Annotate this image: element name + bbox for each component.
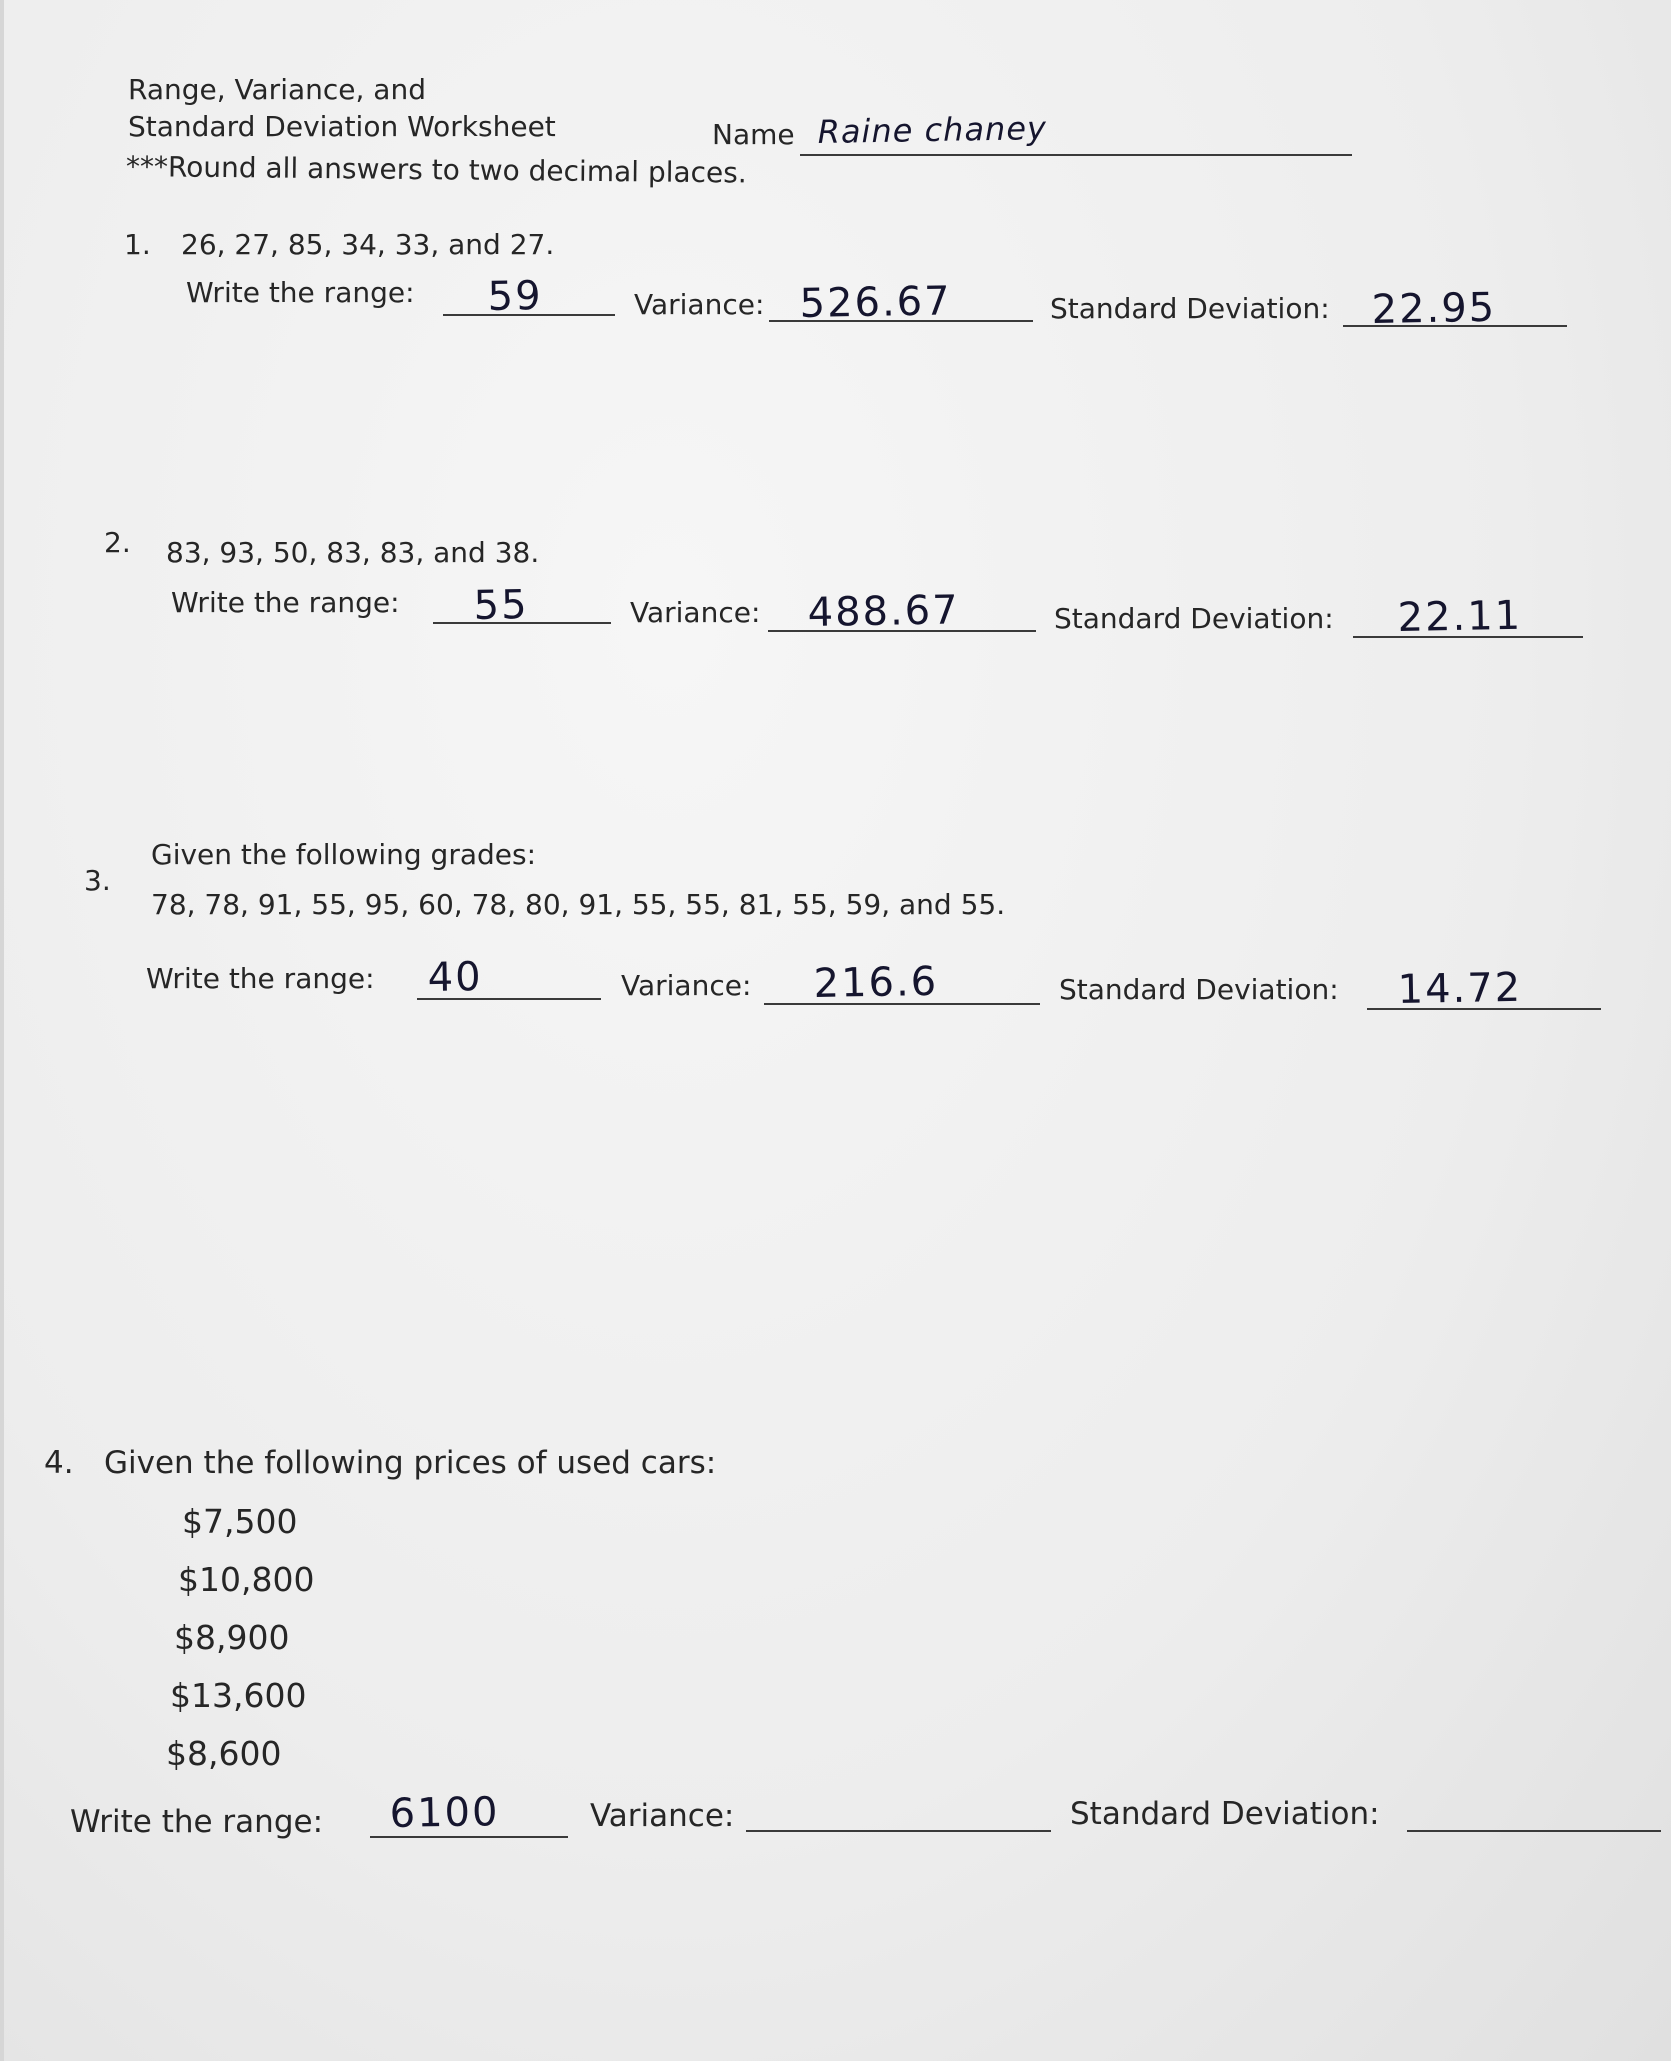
student-name: Raine chaney (817, 109, 1048, 152)
name-label: Name (712, 118, 795, 151)
problem-3-variance-answer: 216.6 (813, 958, 939, 1007)
problem-3-prompt: Given the following grades: (151, 838, 537, 871)
problem-1-range-label: Write the range: (186, 276, 415, 309)
problem-2-std-answer: 22.11 (1397, 592, 1523, 641)
problem-1-data: 26, 27, 85, 34, 33, and 27. (181, 228, 555, 261)
problem-4-range-label: Write the range: (70, 1804, 324, 1840)
problem-4-number: 4. (44, 1445, 74, 1481)
problem-4-variance-line (746, 1830, 1051, 1832)
worksheet-title-line1: Range, Variance, and (128, 73, 426, 106)
paper-edge (0, 0, 4, 2061)
problem-1-std-label: Standard Deviation: (1050, 292, 1330, 325)
problem-1-variance-label: Variance: (634, 288, 765, 321)
problem-2-number: 2. (104, 526, 131, 559)
problem-4-price-4: $13,600 (170, 1676, 307, 1715)
problem-4-price-1: $7,500 (182, 1502, 298, 1541)
problem-4-variance-label: Variance: (590, 1798, 735, 1834)
problem-4-price-5: $8,600 (166, 1734, 282, 1773)
problem-3-std-answer: 14.72 (1397, 964, 1523, 1013)
problem-1-variance-answer: 526.67 (799, 278, 952, 327)
problem-4-std-label: Standard Deviation: (1070, 1796, 1380, 1832)
problem-1-std-answer: 22.95 (1371, 284, 1497, 333)
problem-1-number: 1. (124, 228, 151, 261)
problem-3-data: 78, 78, 91, 55, 95, 60, 78, 80, 91, 55, 55, 81, 55, 59, and 55. (151, 888, 1006, 921)
problem-4-price-3: $8,900 (174, 1618, 290, 1657)
problem-2-std-label: Standard Deviation: (1054, 602, 1334, 635)
problem-4-range-answer: 6100 (389, 1789, 500, 1837)
rounding-instruction: ***Round all answers to two decimal places. (125, 150, 747, 190)
problem-2-variance-label: Variance: (630, 596, 761, 629)
problem-2-range-label: Write the range: (171, 586, 400, 619)
problem-4-prompt: Given the following prices of used cars: (104, 1445, 717, 1481)
name-line (800, 154, 1352, 156)
worksheet-title-line2: Standard Deviation Worksheet (128, 110, 556, 143)
problem-2-variance-answer: 488.67 (807, 587, 960, 636)
problem-3-range-label: Write the range: (146, 962, 375, 995)
problem-3-variance-label: Variance: (621, 969, 752, 1002)
problem-3-range-answer: 40 (427, 954, 483, 1001)
problem-3-std-label: Standard Deviation: (1059, 973, 1339, 1006)
problem-2-range-answer: 55 (473, 582, 529, 629)
problem-1-range-answer: 59 (487, 273, 543, 320)
problem-3-number: 3. (84, 864, 111, 897)
problem-4-std-line (1407, 1830, 1661, 1832)
problem-4-price-2: $10,800 (178, 1560, 315, 1599)
problem-2-data: 83, 93, 50, 83, 83, and 38. (166, 536, 540, 569)
